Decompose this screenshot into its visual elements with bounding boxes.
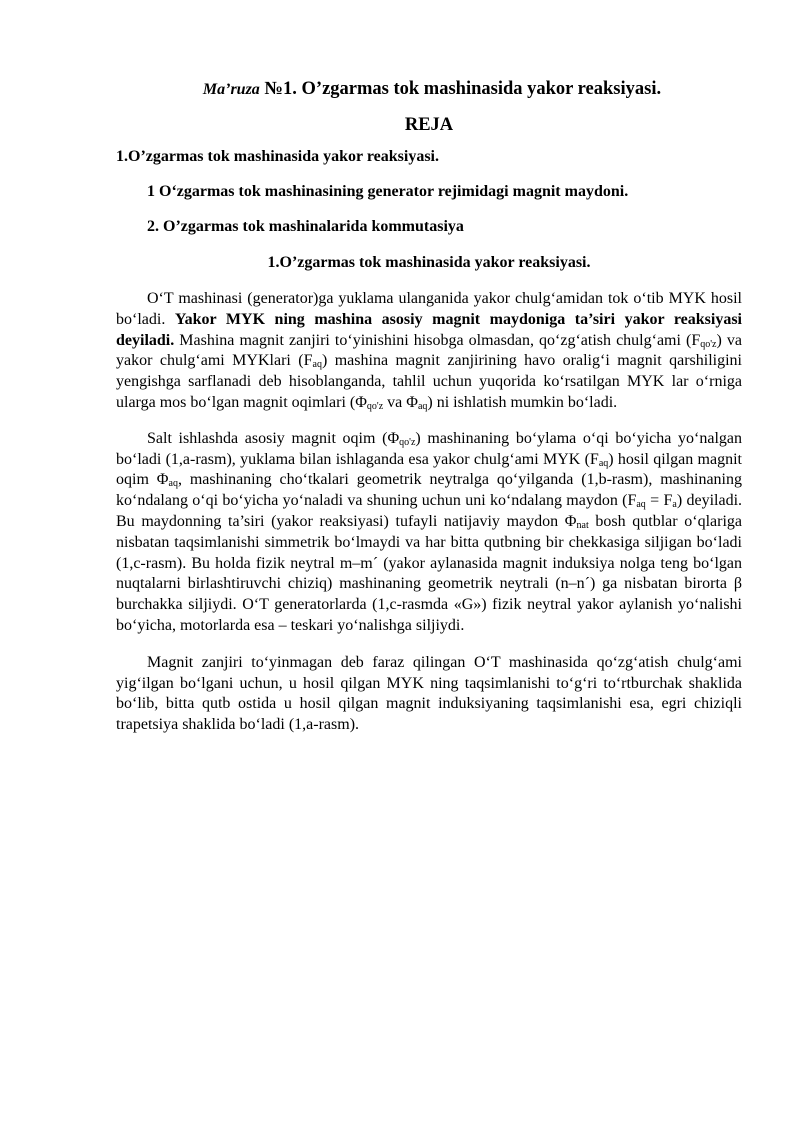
p2-text: bosh qutblar o‘qlariga nisbatan taqsimlanishi simmetrik bo‘lmaydi va har bitta qutbning bir chekkasiga siljigan bo‘ladi (1,c-rasm). Bu holda fizik neytral m–m´ (yakor aylanasida magnit induksiya nolga teng bo‘lgan nuqtalarni birlashtiruvchi chiziq) mashinaning geometrik neytrali (n–n´) ga nisbatan birorta β burchakka siljiydi. O‘T generatorlarda (1,c-rasmda «G») fizik neytral yakor aylanish yo‘nalishi bo‘yicha, motorlarda esa – teskari yo‘nalishga siljiydi. [116,512,743,634]
p2-text: ) hosil qilgan magnit oqim Φ [116,450,742,489]
p1-subscript: aq [312,359,322,371]
section-heading: 1.O’zgarmas tok mashinasida yakor reaksiyasi. [267,254,591,271]
p1-subscript: qo'z [700,338,717,350]
p2-text: ) deyiladi. Bu maydonning ta’siri (yakor reaksiyasi) tufayli natijaviy maydon Φ [116,492,743,530]
p1-text: ) mashina magnit zanjirining havo oralig‘i magnit qarshiligini yengishga sarflanadi deb hisoblanganda, tahlil uchun yuqorida ko‘rsatilgan MYK lar o‘rniga ularga mos bo‘lgan magnit oqimlari (Φ [116,352,742,411]
paragraph-1 [116,289,742,414]
p2-subscript: aq [168,478,178,490]
p1-text: va Φ [383,393,418,411]
p1-subscript: aq [417,400,428,412]
plan-item-1: 1.O’zgarmas tok mashinasida yakor reaksiyasi. [116,148,439,165]
p2-text: = F [645,492,673,510]
p2-text: Salt ishlashda asosiy magnit oqim (Φ [147,429,400,447]
p2-subscript: nat [576,519,589,531]
title-lecture-label: Ma’ruza [202,81,260,98]
p2-text: , mashinaning cho‘tkalari geometrik neytralga qo‘yilganda (1,b-rasm), mashinaning ko‘ndalang o‘qi bo‘yicha yo‘naladi va shuning uchun uni ko‘ndalang maydon (F [116,471,742,510]
p1-text: ) va yakor chulg‘ami MYKlari (F [116,331,742,370]
plan-heading: REJA [404,115,454,135]
p1-subscript: qo'z [366,400,384,412]
p1-text: Mashina magnit zanjiri to‘yinishini hisobga olmasdan, qo‘zg‘atish chulg‘ami (F [174,331,701,349]
paragraph-2 [116,429,742,637]
p2-text: ) mashinaning bo‘ylama o‘qi bo‘yicha yo‘nalgan bo‘ladi (1,a-rasm), yuklama bilan ishlaganda esa yakor chulg‘ami MYK (F [116,429,742,468]
p2-subscript: aq [598,457,609,469]
title-text: O’zgarmas tok mashinasida yakor reaksiyasi. [301,79,662,99]
p2-subscript: aq [636,499,646,511]
plan-item-2: 1 O‘zgarmas tok mashinasining generator rejimidagi magnit maydoni. [147,183,629,200]
p1-bold-definition: Yakor MYK ning mashina asosiy magnit maydoniga ta’siri yakor reaksiyasi deyiladi. [116,310,743,349]
plan-item-3: 2. O’zgarmas tok mashinalarida kommutasiya [147,218,464,235]
title-number: №1. [259,79,302,99]
document-page [116,76,742,736]
paragraph-3: Magnit zanjiri to‘yinmagan deb faraz qilingan O‘T mashinasida qo‘zg‘atish chulg‘ami yig‘ilgan bo‘lgani uchun, u hosil qilgan MYK ning taqsimlanishi to‘g‘ri to‘rtburchak shaklida bo‘lib, bitta qutb ostida u hosil qilgan magnit induksiyaning taqsimlanishi esa, egri chiziqli trapetsiya shaklida bo‘ladi (1,a-rasm). [116,653,742,734]
document-title [116,76,742,103]
p1-text: O‘T mashinasi (generator)ga yuklama ulanganida yakor chulg‘amidan tok o‘tib MYK hosil bo‘ladi. [116,290,742,328]
p2-subscript: a [672,499,677,511]
p1-text: ) ni ishlatish mumkin bo‘ladi. [427,393,618,411]
p2-subscript: qo'z [399,436,416,448]
